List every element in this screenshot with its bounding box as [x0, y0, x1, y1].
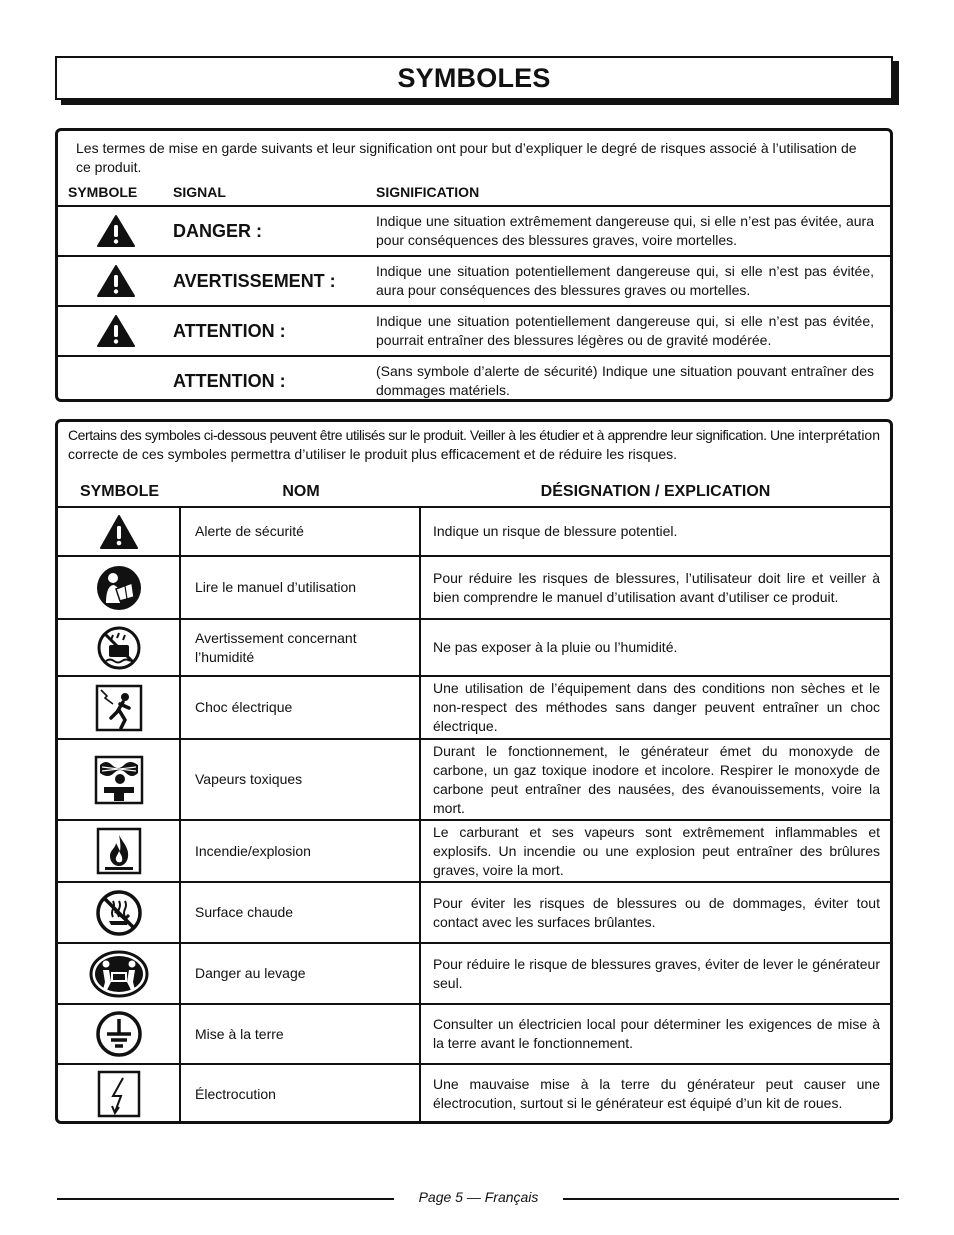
symbol-row [58, 821, 890, 883]
symbol-row [58, 677, 890, 740]
signal-row-caution-no-symbol [58, 357, 890, 402]
symbol-explanation: Consulter un électricien local pour déterminer les exigences de mise à la terre avant le fonctionnement. [433, 1016, 880, 1051]
symbol-explanation: Une utilisation de l’équipement dans des conditions non sèches et le non-respect des méthodes sans danger peuvent entraîner un choc électrique. [433, 680, 880, 734]
signal-label: ATTENTION : [173, 370, 286, 391]
wet-conditions-icon [58, 620, 181, 675]
symbol-row [58, 1065, 890, 1123]
symbol-row [58, 1005, 890, 1065]
signal-row-warning [58, 257, 890, 307]
symbol-name: Avertissement concernant l’humidité [181, 620, 421, 675]
symbol-explanation: Ne pas exposer à la pluie ou l’humidité. [433, 639, 678, 655]
symbol-explanation: Une mauvaise mise à la terre du générateur peut causer une électrocution, surtout si le générateur est équipé d’un kit de roues. [433, 1076, 880, 1111]
read-manual-icon [58, 557, 181, 618]
symbol-name: Lire le manuel d’utilisation [181, 557, 421, 618]
signal-label: AVERTISSEMENT : [173, 270, 336, 291]
symbol-name: Mise à la terre [181, 1005, 421, 1063]
symbol-explanation: Le carburant et ses vapeurs sont extrêmement inflammables et explosifs. Un incendie ou une explosion peut entraîner des brûlures graves, voire la mort. [433, 823, 880, 878]
symbol-name: Incendie/explosion [181, 821, 421, 881]
symbol-name: Choc électrique [181, 677, 421, 738]
header-signal: SIGNAL [173, 184, 226, 200]
symbol-name: Danger au levage [181, 944, 421, 1003]
symbol-row [58, 740, 890, 821]
page-title: SYMBOLES [397, 62, 551, 93]
symbol-explanation: Pour éviter les risques de blessures ou de dommages, éviter tout contact avec les surfaces brûlantes. [433, 894, 880, 930]
signal-words-table [55, 128, 893, 402]
signal-label: ATTENTION : [173, 320, 286, 341]
symbols-table [55, 419, 893, 1124]
symbol-row [58, 883, 890, 944]
signal-row-danger [58, 207, 890, 257]
fire-icon [58, 821, 181, 881]
signal-meaning: (Sans symbole d’alerte de sécurité) Indique une situation pouvant entraîner des dommages matériels. [376, 363, 874, 398]
signal-meaning: Indique une situation extrêmement dangereuse qui, si elle n’est pas évitée, aura pour conséquences des blessures graves, voire mortelles. [376, 213, 874, 248]
symbol-name: Vapeurs toxiques [181, 740, 421, 819]
page-footer [0, 1188, 954, 1208]
lifting-hazard-icon [58, 944, 181, 1003]
symbol-explanation: Indique un risque de blessure potentiel. [433, 523, 678, 539]
signal-table-header [58, 179, 890, 207]
page-title-box [55, 56, 893, 100]
symbol-row [58, 557, 890, 620]
safety-alert-icon [58, 314, 173, 348]
header-meaning: SIGNIFICATION [376, 184, 480, 200]
safety-alert-icon [58, 264, 173, 298]
symbol-row [58, 508, 890, 557]
electric-shock-icon [58, 677, 181, 738]
toxic-fumes-icon [58, 740, 181, 819]
symbol-name: Alerte de sécurité [181, 508, 421, 555]
symbol-name: Surface chaude [181, 883, 421, 942]
signal-meaning: Indique une situation potentiellement dangereuse qui, si elle n’est pas évitée, pourrait entraîner des blessures légères ou de gravité modérée. [376, 313, 874, 348]
ground-icon [58, 1005, 181, 1063]
page-number: Page 5 — Français [418, 1189, 539, 1205]
safety-alert-icon [58, 508, 181, 555]
symbol-explanation: Pour réduire le risque de blessures graves, éviter de lever le générateur seul. [433, 955, 880, 991]
symbol-explanation: Durant le fonctionnement, le générateur émet du monoxyde de carbone, un gaz toxique inodore et incolore. Respirer le monoxyde de carbone peut entraîner des nausées, des évanouissements, voire la mort. [433, 742, 880, 816]
symbol-name: Électrocution [181, 1065, 421, 1123]
symbols-intro-line2: interprétation correcte de ces symboles permettra d’utiliser le produit plus efficacement et de réduire les risques. [68, 427, 880, 462]
hot-surface-icon [58, 883, 181, 942]
symbol-row [58, 620, 890, 677]
symbol-row [58, 944, 890, 1005]
signal-meaning: Indique une situation potentiellement dangereuse qui, si elle n’est pas évitée, aura pour conséquences des blessures graves ou mortelles. [376, 263, 874, 298]
footer-rule-left [57, 1198, 394, 1200]
header-symbol: SYMBOLE [68, 184, 138, 200]
footer-rule-right [563, 1198, 899, 1200]
header-explanation: DÉSIGNATION / EXPLICATION [540, 483, 771, 500]
symbol-explanation: Pour réduire les risques de blessures, l’utilisateur doit lire et veiller à bien comprendre le manuel d’utilisation avant d’utiliser ce produit. [433, 569, 880, 605]
electrocution-icon [58, 1065, 181, 1123]
symbols-table-header [58, 478, 890, 508]
header-symbol: SYMBOLE [79, 483, 160, 500]
symbols-intro-line1: Certains des symboles ci-dessous peuvent être utilisés sur le produit. Veiller à les étudier et à apprendre leur signification. Une [68, 427, 795, 443]
signal-intro: Les termes de mise en garde suivants et leur signification ont pour but d’expliquer le degré de risques associé à l’utilisation de ce produit. [76, 140, 857, 175]
header-name: NOM [282, 483, 320, 500]
signal-row-caution [58, 307, 890, 357]
symbols-intro [58, 422, 890, 478]
signal-label: DANGER : [173, 220, 262, 241]
safety-alert-icon [58, 214, 173, 248]
